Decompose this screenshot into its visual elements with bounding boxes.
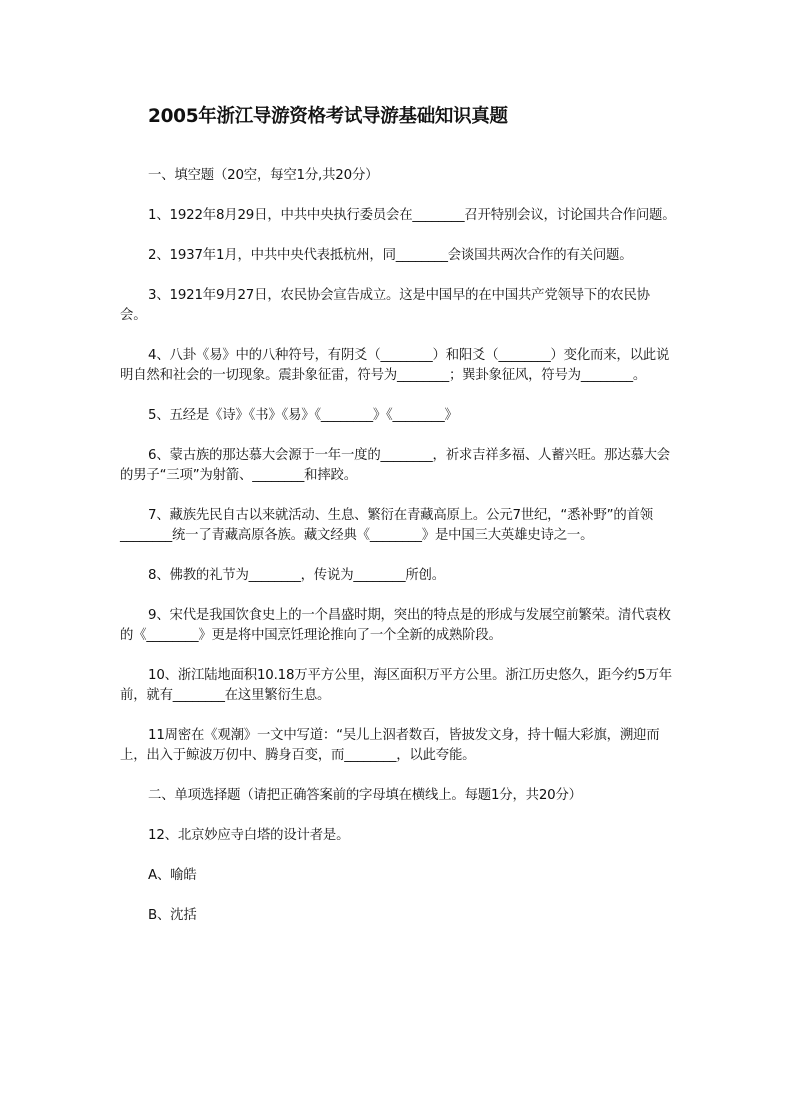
section-heading-fill-in: 一、填空题（20空，每空1分,共20分） xyxy=(148,168,379,183)
question-1: 1、1922年8月29日，中共中央执行委员会在________召开特别会议，讨论国共合作问题。 xyxy=(148,208,676,223)
document-title: 2005年浙江导游资格考试导游基础知识真题 xyxy=(148,106,508,127)
question-6: 6、蒙古族的那达慕大会源于一年一度的________，祈求吉祥多福、人蓄兴旺。那达慕大会的男子“三项”为射箭、________和摔跤。 xyxy=(120,448,670,483)
question-5: 5、五经是《诗》《书》《易》《________》《________》 xyxy=(148,408,458,423)
document-page xyxy=(120,104,676,946)
question-10: 10、浙江陆地面积10.18万平方公里，海区面积万平方公里。浙江历史悠久，距今约5万年前，就有________在这里繁衍生息。 xyxy=(120,668,672,703)
question-11: 11周密在《观潮》一文中写道：“吴儿上泅者数百，皆披发文身，持十幅大彩旗，溯迎而上，出入于鲸波万仞中、腾身百变，而________，以此夸能。 xyxy=(120,728,660,763)
section-heading-single-choice: 二、单项选择题（请把正确答案前的字母填在横线上。每题1分，共20分） xyxy=(148,788,582,803)
option-a: A、喻皓 xyxy=(148,868,197,883)
question-3: 3、1921年9月27日，农民协会宣告成立。这是中国早的在中国共产党领导下的农民协会。 xyxy=(120,288,650,323)
question-8: 8、佛教的礼节为________，传说为________所创。 xyxy=(148,568,445,583)
question-9: 9、宋代是我国饮食史上的一个昌盛时期，突出的特点是的形成与发展空前繁荣。清代袁枚的《________》更是将中国烹饪理论推向了一个全新的成熟阶段。 xyxy=(120,608,671,643)
question-7: 7、藏族先民自古以来就活动、生息、繁衍在青藏高原上。公元7世纪，“悉补野”的首领________统一了青藏高原各族。藏文经典《________》是中国三大英雄史诗之一。 xyxy=(120,508,653,543)
option-b: B、沈括 xyxy=(148,908,197,923)
question-2: 2、1937年1月，中共中央代表抵杭州，同________会谈国共两次合作的有关问题。 xyxy=(148,248,633,263)
question-4: 4、八卦《易》中的八种符号，有阴爻（________）和阳爻（________）变化而来，以此说明自然和社会的一切现象。震卦象征雷，符号为________；巽卦象征风，符号为________。 xyxy=(120,348,670,383)
question-12: 12、北京妙应寺白塔的设计者是。 xyxy=(148,828,350,843)
